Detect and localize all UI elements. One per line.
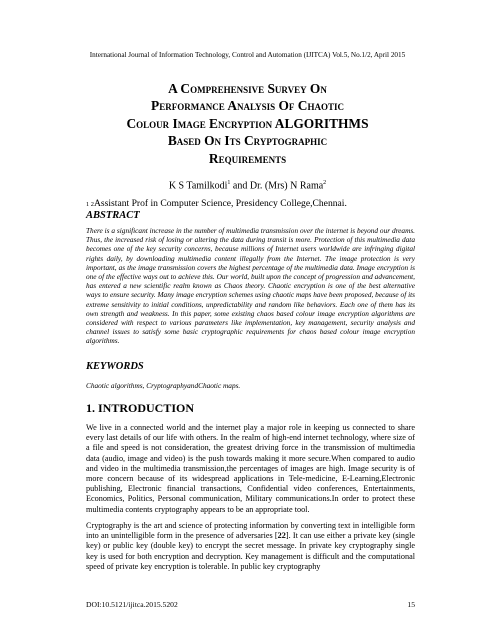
author-line <box>60 177 435 192</box>
title-line: Performance Analysis Of Chaotic <box>151 98 344 114</box>
author-2: and Dr. (Mrs) N Rama <box>230 180 324 192</box>
journal-header: International Journal of Information Technology, Control and Automation (IJITCA) Vol.5, No.1/2, April 2015 <box>89 51 406 59</box>
abstract-text: There is a significant increase in the number of multimedia transmission over the internet is beyond our dreams. Thus, the increased risk of losing or altering the data during transit is more. Protection of this multimedia data becomes one of the key security concerns, because millions of Internet users worldwide are infringing digital rights daily, by downloading multimedia content illegally from the Internet. The image protection is very important, as the image transmission covers the highest percentage of the multimedia data. Image encryption is one of the effective ways out to achieve this. Our world, built upon the concept of progression and advancement, has entered a new scientific realm known as Chaos theory. Chaotic encryption is one of the best alternative ways to ensure security. Many image encryption schemes using chaotic maps have been proposed, because of its extreme sensitivity to initial conditions, unpredictability and random like behaviors. Each one of them has its own strength and weakness. In this paper, some existing chaos based colour image encryption algorithms are considered with respect to various parameters like implementation, key management, security analysis and channel issues to satisfy some basic cryptographic requirements for chaos based colour image encryption algorithms. <box>86 226 415 346</box>
title-line: Based On Its Cryptographic <box>167 133 328 149</box>
author-2-marker: 2 <box>323 180 327 186</box>
intro-paragraph-2 <box>86 521 415 572</box>
paragraph-text: ]. It can use either a private key (single key) or public key (double key) to encrypt the secret message. In private key cryptography single key is used for both encryption and decryption. Key management is difficult and the computational speed of private key encryption is tolerable. In public key cryptography <box>86 531 415 571</box>
title-line: Requirements <box>208 150 287 166</box>
author-1: K S Tamilkodi <box>168 180 228 192</box>
section-heading-introduction: 1. INTRODUCTION <box>86 401 195 415</box>
affiliation-markers: 1 2 <box>86 200 94 208</box>
intro-paragraph-1: We live in a connected world and the internet play a major role in keeping us connected to share every last details of our life with others. In the realm of high-end internet technology, where size of a file and speed is not consideration, the greatest driving force in the transmission of multimedia data (audio, image and video) is the push towards making it more secure.When compared to audio and video in the multimedia transmission,the percentages of images are high. Image security is of more concern because of its widespread applications in Tele-medicine, E-Learning,Electronic publishing, Electronic financial transactions, Confidential video conferences, Entertainments, Economics, Politics, Personal communication, Military communications.In order to protect these multimedia contents cryptography appears to be an appropriate tool. <box>86 423 415 514</box>
doi-footer: DOI:10.5121/ijitca.2015.5202 <box>86 600 178 609</box>
author-1-marker: 1 <box>227 180 231 186</box>
paragraph-text: Cryptography is the art and science of protecting information by converting text in intelligible form into an unintelligible form in the presence of adversaries [ <box>86 521 415 541</box>
title-line: Colour Image Encryption ALGORITHMS <box>126 115 369 131</box>
affiliation <box>86 198 466 211</box>
keywords-heading: KEYWORDS <box>86 361 144 372</box>
paper-title <box>60 80 435 167</box>
keywords-text: Chaotic algorithms, CryptographyandChaotic maps. <box>86 381 241 390</box>
affiliation-text: Assistant Prof in Computer Science, Presidency College,Chennai. <box>94 198 347 209</box>
title-line: A Comprehensive Survey On <box>168 81 327 96</box>
page-number: 15 <box>407 600 415 609</box>
citation-ref: 22 <box>277 531 286 541</box>
abstract-heading: ABSTRACT <box>86 210 140 221</box>
